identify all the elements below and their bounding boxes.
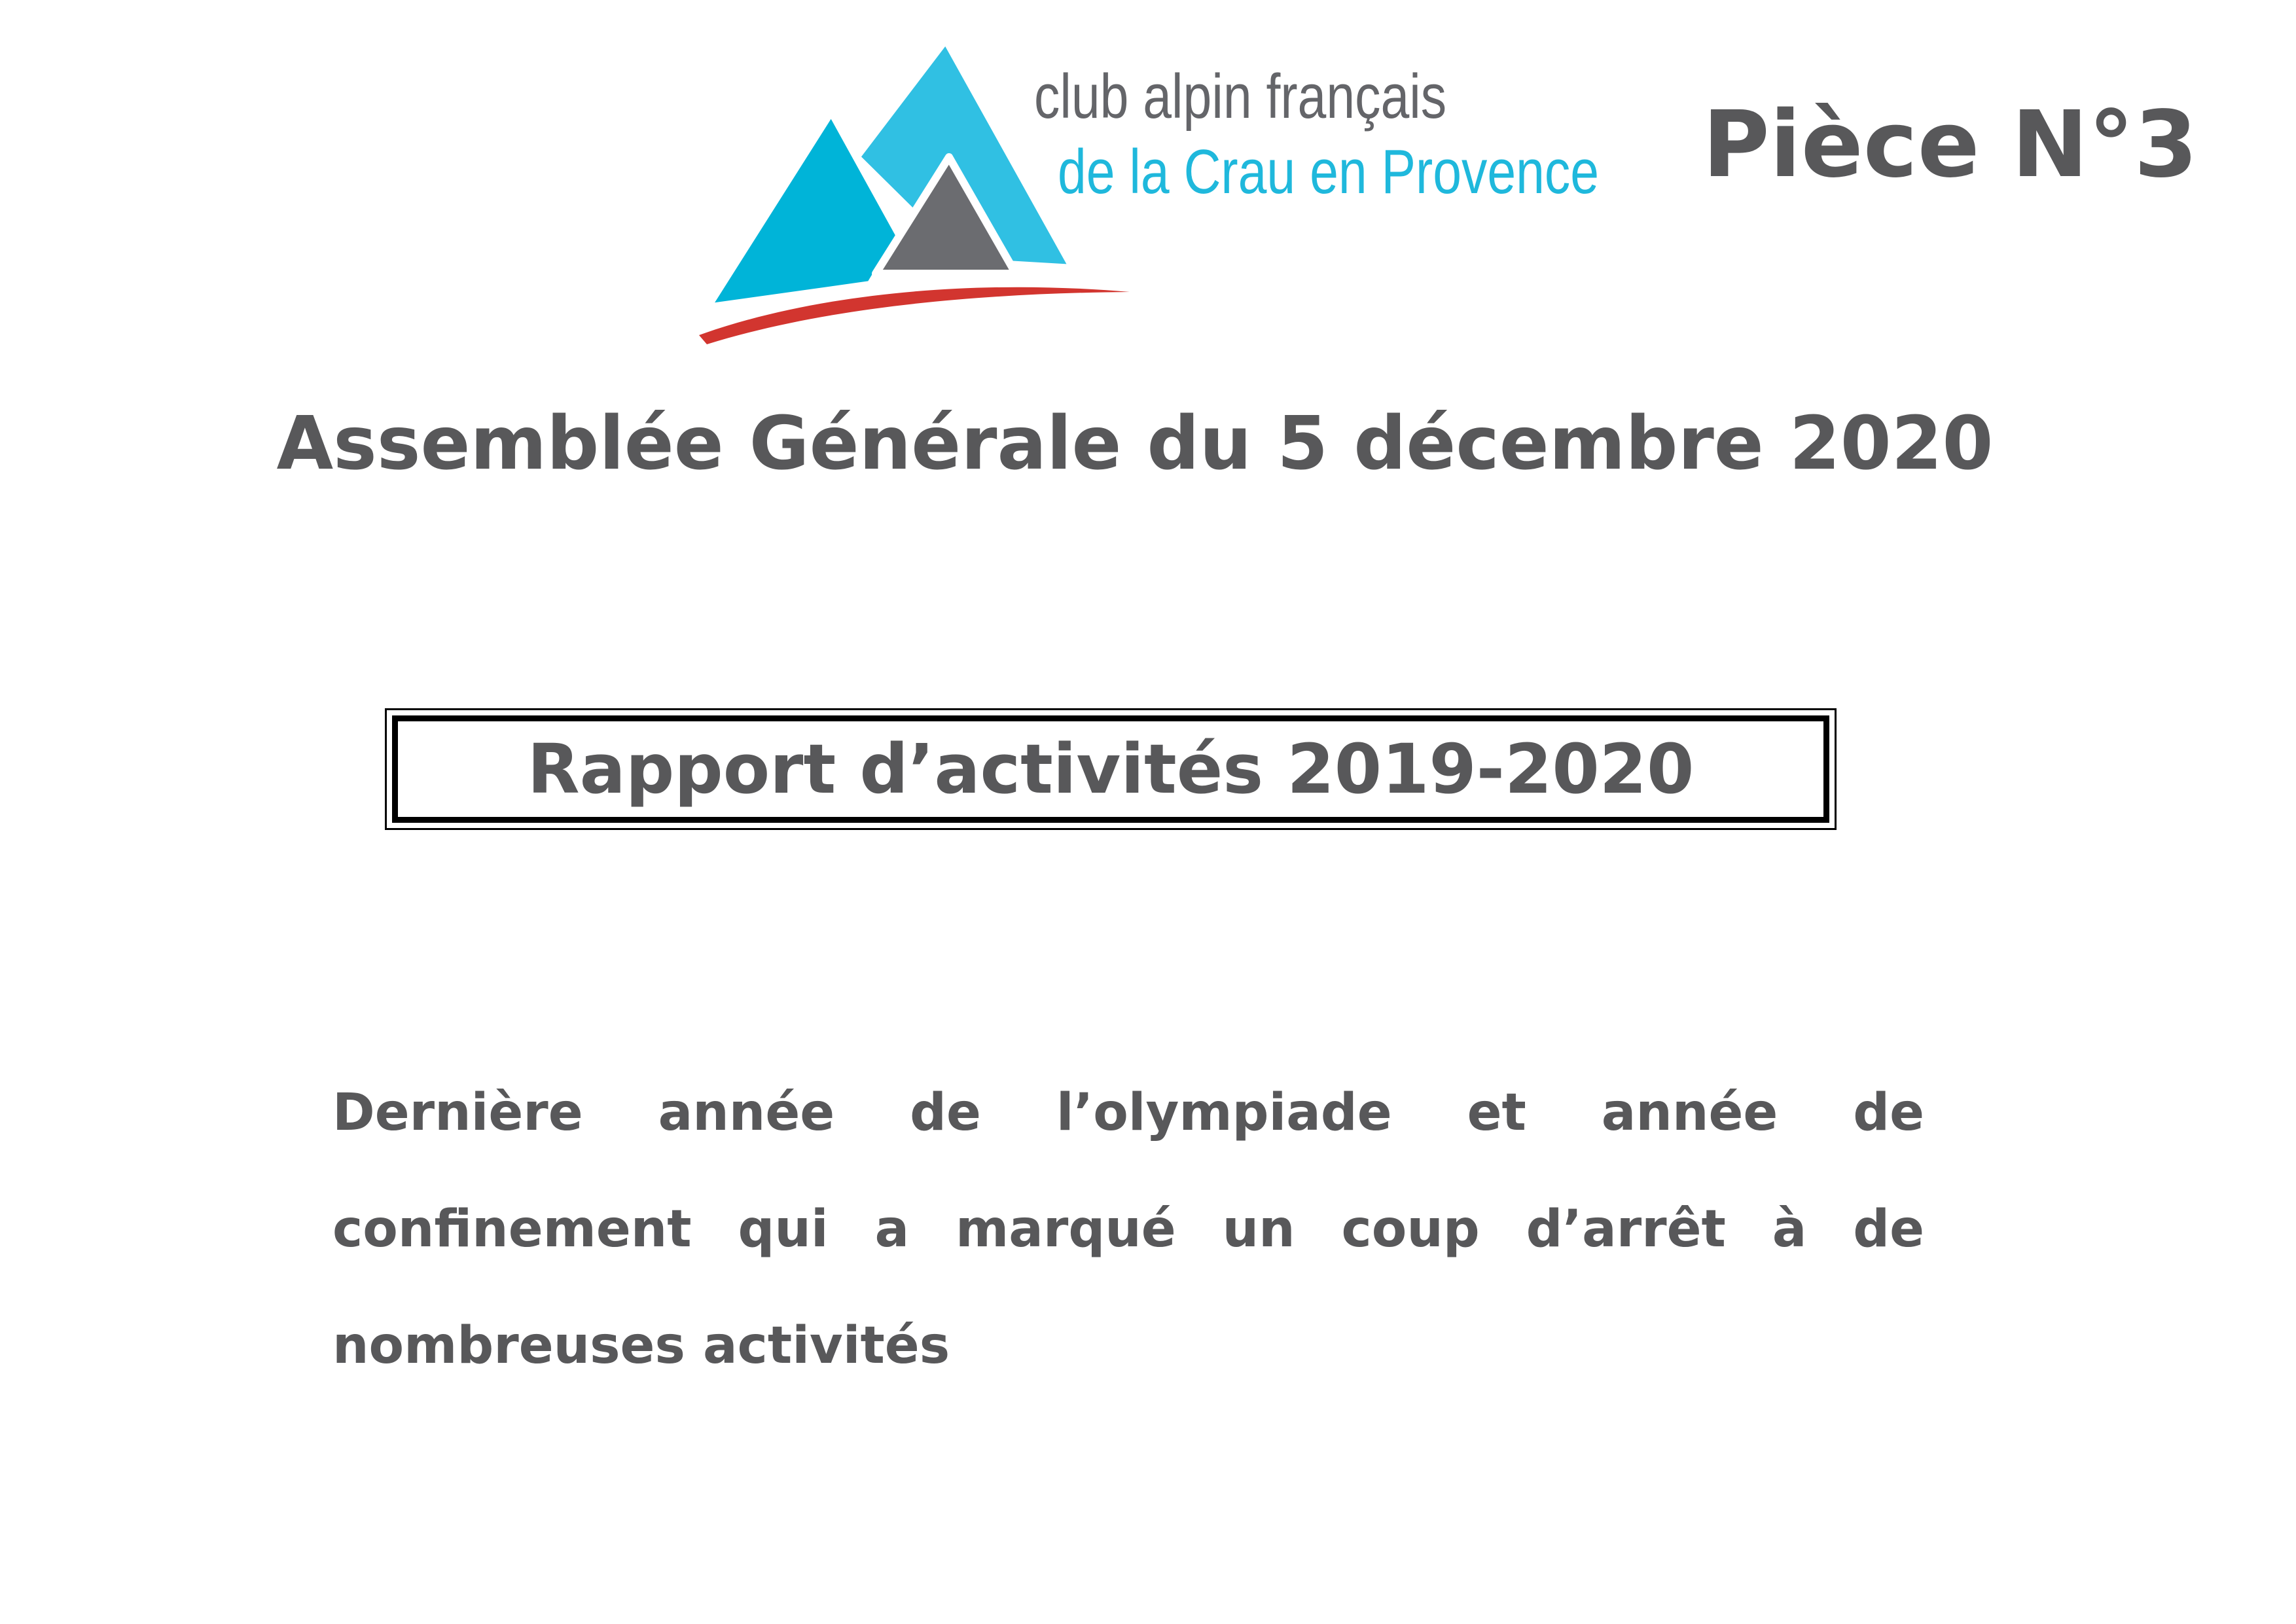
paragraph-line-1: Dernière année de l’olympiade et année de — [332, 1083, 1924, 1142]
logo-text-line2: de la Crau en Provence — [1058, 137, 1600, 207]
report-title-inner-frame — [392, 715, 1829, 823]
assembly-title: Assemblée Générale du 5 décembre 2020 — [276, 401, 1994, 486]
intro-paragraph — [332, 1074, 1924, 1423]
report-title-frame — [385, 708, 1837, 830]
report-title: Rapport d’activités 2019-2020 — [527, 729, 1695, 809]
paragraph-line-3: nombreuses activités — [332, 1316, 950, 1375]
paragraph-line-2: confinement qui a marqué un coup d’arrêt à de — [332, 1200, 1924, 1259]
logo-text-line1: club alpin français — [1034, 62, 1447, 132]
piece-number-label: Pièce N°3 — [1702, 92, 2198, 198]
club-logo — [694, 33, 1600, 353]
